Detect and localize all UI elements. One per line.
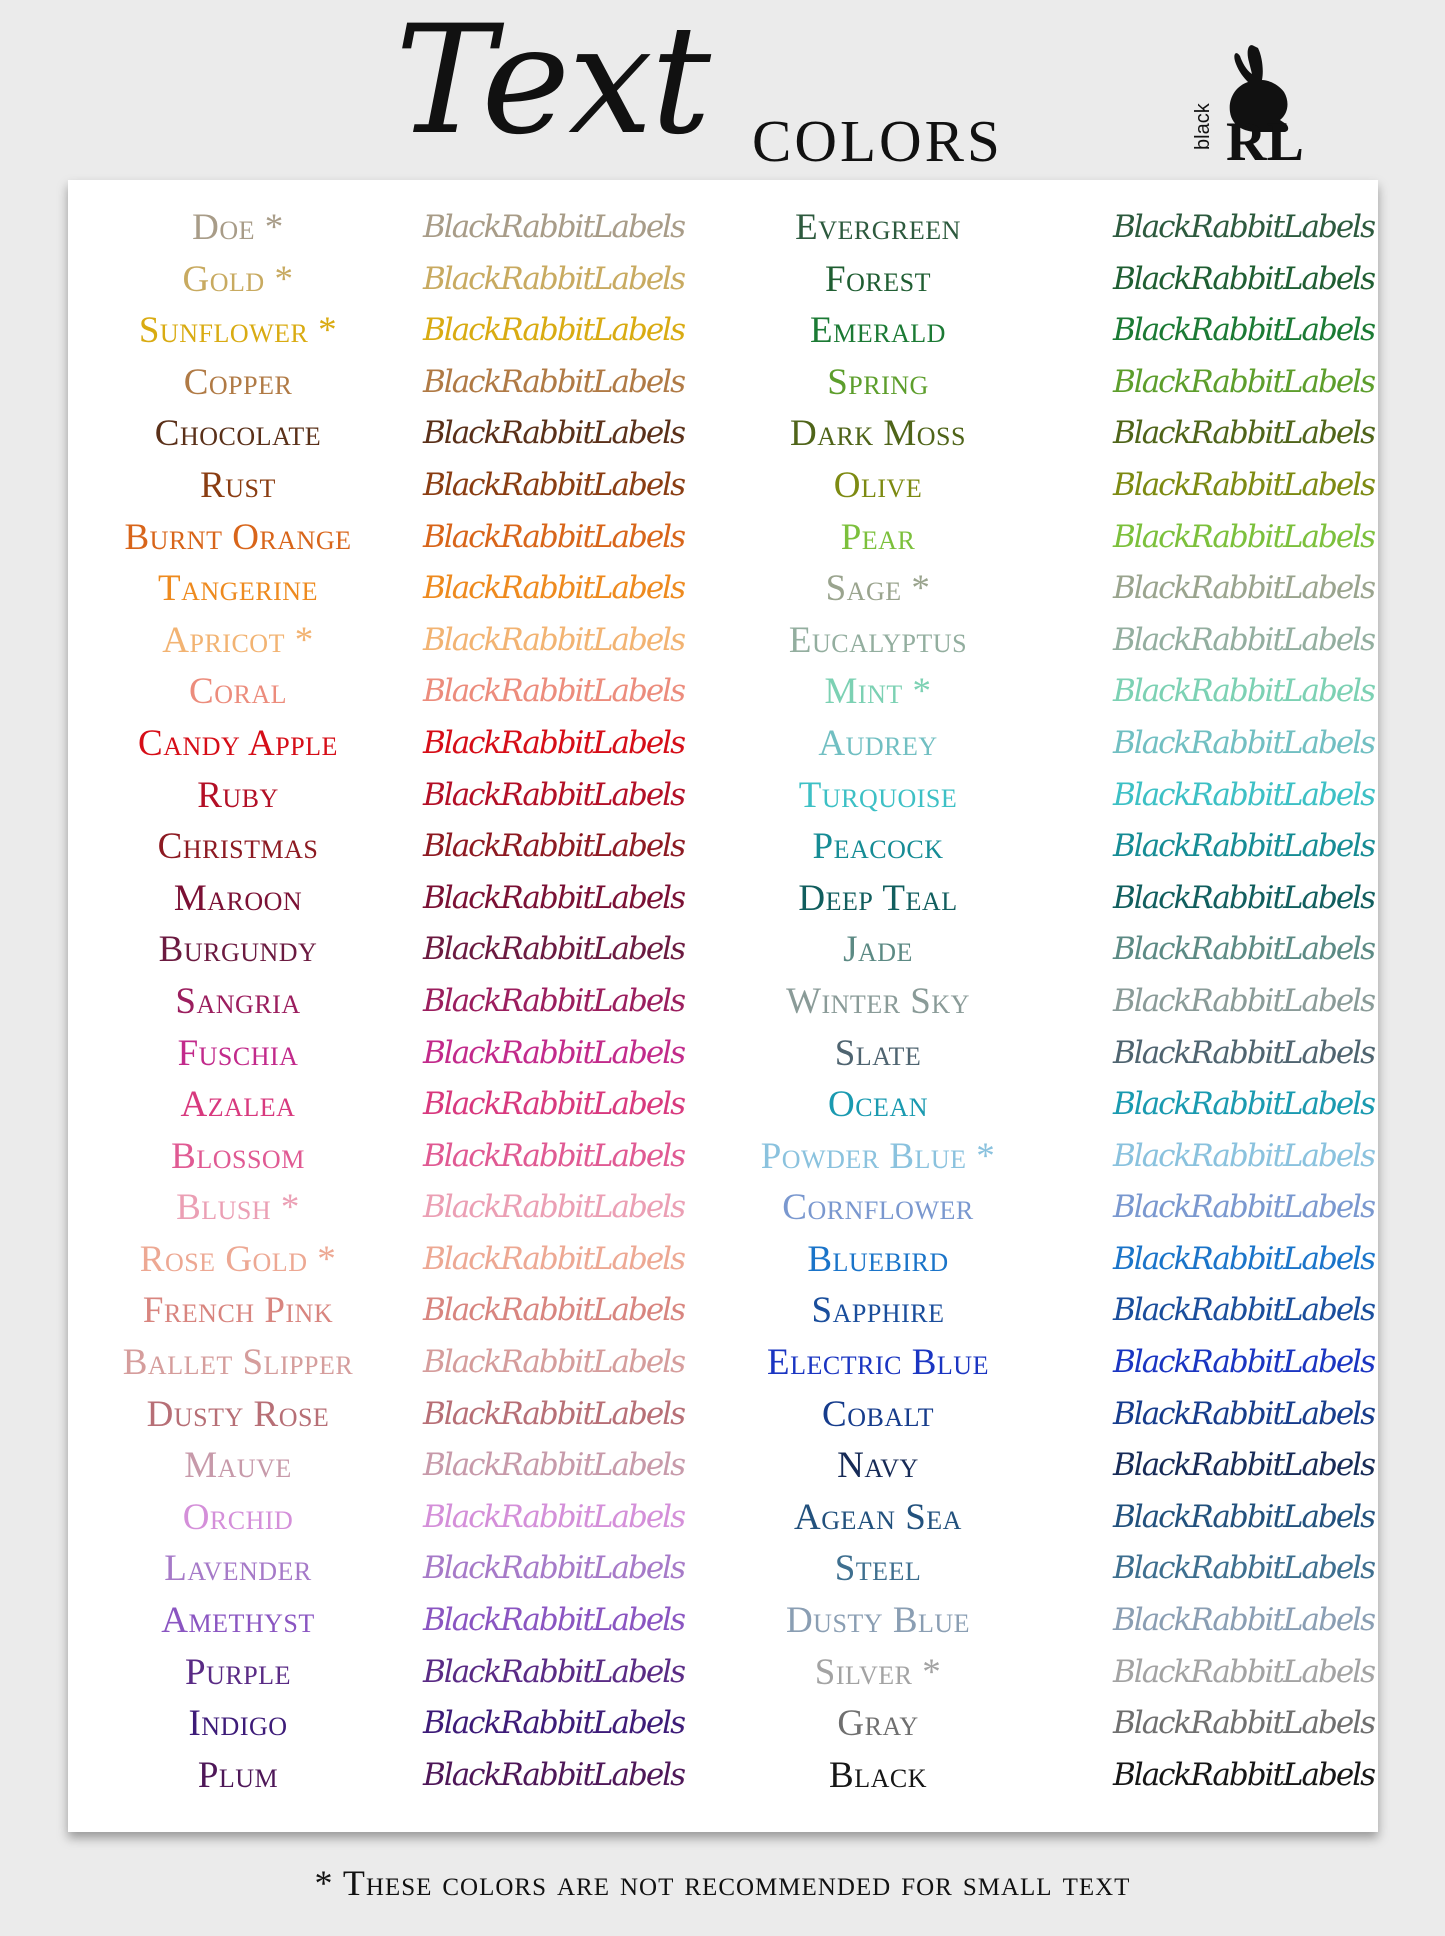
color-sample-text: BlackRabbitLabels <box>1113 1498 1374 1535</box>
color-sample-text: BlackRabbitLabels <box>423 982 684 1019</box>
color-row <box>728 305 1374 357</box>
color-name: Slate <box>834 1032 922 1074</box>
color-name: Forest <box>825 258 931 300</box>
color-row <box>728 1131 1374 1183</box>
color-name: Sunflower * <box>138 310 338 352</box>
color-row <box>88 924 728 976</box>
color-name: Winter Sky <box>786 980 970 1022</box>
color-sample-text: BlackRabbitLabels <box>423 1137 684 1174</box>
color-name: Cornflower <box>782 1187 974 1229</box>
color-row <box>728 1595 1374 1647</box>
color-row <box>728 1440 1374 1492</box>
color-name: Rust <box>200 464 276 506</box>
color-sample-text: BlackRabbitLabels <box>423 1602 684 1639</box>
color-sample-text: BlackRabbitLabels <box>423 1550 684 1587</box>
color-sample-text: BlackRabbitLabels <box>1113 879 1374 916</box>
color-sample-text: BlackRabbitLabels <box>423 518 684 555</box>
color-row <box>88 1234 728 1286</box>
left-color-column <box>88 202 728 1801</box>
color-name: Apricot * <box>162 619 314 661</box>
color-row <box>728 615 1374 667</box>
color-row <box>728 873 1374 925</box>
color-sample-text: BlackRabbitLabels <box>423 776 684 813</box>
color-name: Plum <box>197 1754 279 1796</box>
color-row <box>88 1595 728 1647</box>
color-name: Steel <box>834 1548 922 1590</box>
color-row <box>88 718 728 770</box>
color-row <box>88 821 728 873</box>
color-sample-text: BlackRabbitLabels <box>1113 1550 1374 1587</box>
color-row <box>728 1698 1374 1750</box>
color-sample-text: BlackRabbitLabels <box>423 209 684 245</box>
color-row <box>728 254 1374 306</box>
color-row <box>728 512 1374 564</box>
color-name: Agean Sea <box>794 1496 962 1538</box>
color-sample-text: BlackRabbitLabels <box>1113 621 1374 658</box>
color-row <box>728 1182 1374 1234</box>
color-name: Black <box>829 1754 927 1796</box>
title-script: Text <box>395 0 710 168</box>
right-color-column <box>728 202 1374 1801</box>
color-sample-text: BlackRabbitLabels <box>1113 1137 1374 1174</box>
color-name: Ocean <box>828 1084 928 1126</box>
logo-initials: RL <box>1226 111 1304 173</box>
color-name: Navy <box>837 1445 919 1487</box>
color-name: Azalea <box>180 1084 296 1126</box>
color-sample-text: BlackRabbitLabels <box>1113 1240 1374 1277</box>
color-name: Sapphire <box>811 1290 945 1332</box>
color-sample-text: BlackRabbitLabels <box>423 260 684 297</box>
color-row <box>88 357 728 409</box>
color-name: French Pink <box>142 1290 334 1332</box>
color-row <box>728 1492 1374 1544</box>
color-sample-text: BlackRabbitLabels <box>423 1189 684 1226</box>
color-name: Burnt Orange <box>124 516 352 558</box>
color-row <box>88 770 728 822</box>
color-row <box>728 563 1374 615</box>
color-name: Indigo <box>188 1703 288 1745</box>
color-sample-text: BlackRabbitLabels <box>1113 363 1374 400</box>
color-name: Audrey <box>818 722 938 764</box>
color-name: Jade <box>843 929 913 971</box>
color-row <box>88 873 728 925</box>
color-sample-text: BlackRabbitLabels <box>423 570 684 607</box>
color-name: Purple <box>185 1651 291 1693</box>
color-row <box>728 357 1374 409</box>
color-sample-text: BlackRabbitLabels <box>1113 518 1374 555</box>
color-row <box>728 1337 1374 1389</box>
color-sample-text: BlackRabbitLabels <box>1113 1189 1374 1226</box>
color-name: Mint * <box>824 671 932 713</box>
color-sample-text: BlackRabbitLabels <box>423 1395 684 1432</box>
footnote: * These colors are not recommended for small text <box>314 1863 1131 1903</box>
color-name: Coral <box>189 671 287 713</box>
color-sample-text: BlackRabbitLabels <box>1113 260 1374 297</box>
color-name: Orchid <box>182 1496 294 1538</box>
color-name: Blossom <box>171 1135 305 1177</box>
color-row <box>88 1131 728 1183</box>
color-row <box>88 1285 728 1337</box>
color-name: Bluebird <box>807 1238 949 1280</box>
color-name: Peacock <box>812 826 944 868</box>
color-sample-text: BlackRabbitLabels <box>423 1086 684 1123</box>
color-sample-text: BlackRabbitLabels <box>423 1653 684 1690</box>
color-sample-text: BlackRabbitLabels <box>423 1034 684 1071</box>
color-name: Pear <box>840 516 916 558</box>
color-name: Amethyst <box>161 1600 315 1642</box>
color-row <box>88 615 728 667</box>
color-name: Silver * <box>814 1651 942 1693</box>
title-caps: colors <box>752 87 1003 180</box>
color-row <box>88 1750 728 1802</box>
color-row <box>88 1440 728 1492</box>
color-sample-text: BlackRabbitLabels <box>423 879 684 916</box>
color-row <box>88 1647 728 1699</box>
color-row <box>88 512 728 564</box>
color-row <box>728 1079 1374 1131</box>
color-sample-text: BlackRabbitLabels <box>423 673 684 710</box>
color-sample-text: BlackRabbitLabels <box>423 1447 684 1484</box>
color-row <box>728 408 1374 460</box>
color-row <box>728 1285 1374 1337</box>
color-sample-text: BlackRabbitLabels <box>1113 312 1374 349</box>
color-sample-text: BlackRabbitLabels <box>1113 1086 1374 1123</box>
page-header <box>0 0 1445 180</box>
color-row <box>728 1389 1374 1441</box>
color-sample-text: BlackRabbitLabels <box>423 931 684 968</box>
color-name: Christmas <box>157 826 319 868</box>
color-name: Deep Teal <box>798 877 958 919</box>
color-sample-text: BlackRabbitLabels <box>1113 1447 1374 1484</box>
color-chart-card <box>68 180 1378 1832</box>
color-sample-text: BlackRabbitLabels <box>1113 931 1374 968</box>
color-row <box>728 1647 1374 1699</box>
color-row <box>728 718 1374 770</box>
color-sample-text: BlackRabbitLabels <box>1113 1756 1374 1793</box>
color-row <box>88 1337 728 1389</box>
color-name: Eucalyptus <box>788 619 968 661</box>
color-sample-text: BlackRabbitLabels <box>423 1240 684 1277</box>
color-sample-text: BlackRabbitLabels <box>423 1344 684 1381</box>
color-name: Olive <box>833 464 923 506</box>
color-sample-text: BlackRabbitLabels <box>1113 724 1374 761</box>
color-row <box>728 666 1374 718</box>
color-name: Rose Gold * <box>139 1238 337 1280</box>
color-sample-text: BlackRabbitLabels <box>1113 1653 1374 1690</box>
color-name: Chocolate <box>154 413 322 455</box>
color-row <box>88 408 728 460</box>
color-name: Candy Apple <box>138 722 338 764</box>
color-sample-text: BlackRabbitLabels <box>423 466 684 503</box>
color-name: Sangria <box>175 980 301 1022</box>
color-row <box>88 254 728 306</box>
logo-word: black <box>1192 103 1214 150</box>
color-sample-text: BlackRabbitLabels <box>1113 1034 1374 1071</box>
color-name: Tangerine <box>158 568 318 610</box>
color-row <box>88 202 728 254</box>
color-row <box>88 1182 728 1234</box>
color-sample-text: BlackRabbitLabels <box>1113 466 1374 503</box>
color-sample-text: BlackRabbitLabels <box>423 312 684 349</box>
color-row <box>728 202 1374 254</box>
color-row <box>88 976 728 1028</box>
color-row <box>728 924 1374 976</box>
color-name: Gold * <box>182 258 294 300</box>
color-sample-text: BlackRabbitLabels <box>423 1498 684 1535</box>
color-sample-text: BlackRabbitLabels <box>423 724 684 761</box>
color-row <box>728 1543 1374 1595</box>
color-sample-text: BlackRabbitLabels <box>423 828 684 865</box>
color-sample-text: BlackRabbitLabels <box>423 1756 684 1793</box>
color-sample-text: BlackRabbitLabels <box>1113 415 1374 452</box>
color-name: Sage * <box>825 568 931 610</box>
color-sample-text: BlackRabbitLabels <box>423 621 684 658</box>
color-row <box>88 1389 728 1441</box>
color-sample-text: BlackRabbitLabels <box>1113 1395 1374 1432</box>
color-row <box>88 1698 728 1750</box>
color-name: Gray <box>837 1703 919 1745</box>
color-row <box>728 1234 1374 1286</box>
color-name: Cobalt <box>822 1393 934 1435</box>
color-row <box>728 460 1374 512</box>
color-row <box>728 1028 1374 1080</box>
color-sample-text: BlackRabbitLabels <box>1113 828 1374 865</box>
color-row <box>88 1028 728 1080</box>
color-row <box>728 1750 1374 1802</box>
color-sample-text: BlackRabbitLabels <box>1113 673 1374 710</box>
color-name: Evergreen <box>795 207 961 248</box>
color-name: Emerald <box>810 310 946 352</box>
color-sample-text: BlackRabbitLabels <box>1113 570 1374 607</box>
color-name: Spring <box>827 361 929 403</box>
color-row <box>88 305 728 357</box>
color-sample-text: BlackRabbitLabels <box>1113 776 1374 813</box>
color-name: Lavender <box>164 1548 312 1590</box>
color-name: Turquoise <box>798 774 958 816</box>
color-sample-text: BlackRabbitLabels <box>1113 1602 1374 1639</box>
color-sample-text: BlackRabbitLabels <box>1113 1705 1374 1742</box>
color-sample-text: BlackRabbitLabels <box>423 415 684 452</box>
color-name: Doe * <box>192 207 284 248</box>
color-name: Ballet Slipper <box>122 1342 354 1384</box>
color-name: Maroon <box>173 877 303 919</box>
color-name: Dusty Rose <box>146 1393 330 1435</box>
color-row <box>88 1492 728 1544</box>
color-row <box>88 1079 728 1131</box>
color-name: Burgundy <box>158 929 318 971</box>
color-sample-text: BlackRabbitLabels <box>423 1705 684 1742</box>
color-sample-text: BlackRabbitLabels <box>1113 1292 1374 1329</box>
color-name: Powder Blue * <box>760 1135 996 1177</box>
color-row <box>728 821 1374 873</box>
color-row <box>88 1543 728 1595</box>
color-row <box>88 460 728 512</box>
color-row <box>728 770 1374 822</box>
color-name: Dark Moss <box>790 413 966 455</box>
color-name: Dusty Blue <box>785 1600 971 1642</box>
color-sample-text: BlackRabbitLabels <box>423 1292 684 1329</box>
color-name: Mauve <box>184 1445 292 1487</box>
color-name: Fuschia <box>177 1032 299 1074</box>
color-sample-text: BlackRabbitLabels <box>1113 1344 1374 1381</box>
color-row <box>88 666 728 718</box>
color-name: Ruby <box>197 774 279 816</box>
color-row <box>88 563 728 615</box>
color-name: Electric Blue <box>767 1342 989 1384</box>
color-name: Blush * <box>176 1187 300 1229</box>
color-sample-text: BlackRabbitLabels <box>1113 209 1374 245</box>
color-sample-text: BlackRabbitLabels <box>423 363 684 400</box>
color-row <box>728 976 1374 1028</box>
color-name: Copper <box>183 361 293 403</box>
color-sample-text: BlackRabbitLabels <box>1113 982 1374 1019</box>
